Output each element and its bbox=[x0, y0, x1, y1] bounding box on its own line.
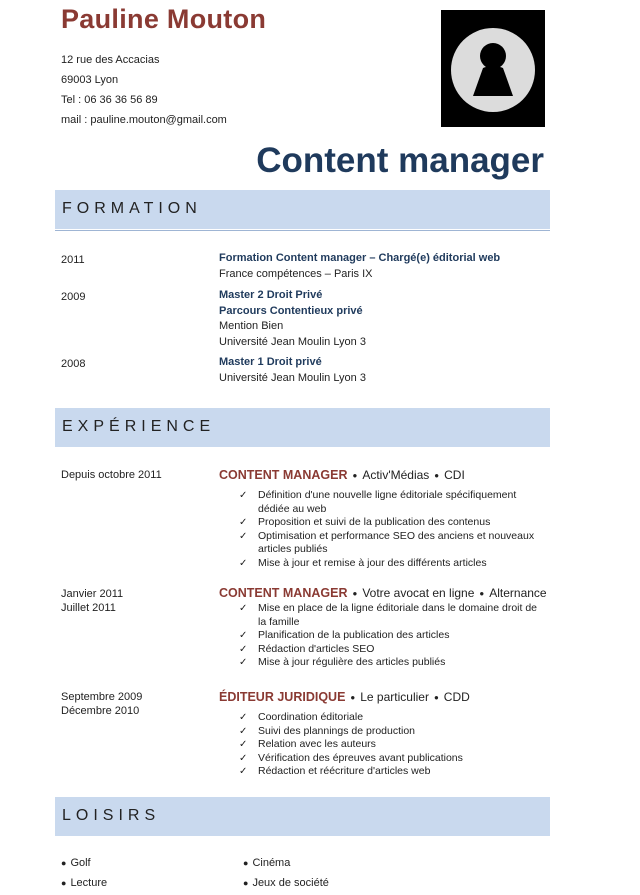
list-item: ✓ Optimisation et performance SEO des anciens et nouveaux articles publiés bbox=[239, 529, 535, 555]
bullet-icon: ● bbox=[433, 693, 439, 703]
bullet-icon: ● bbox=[350, 693, 356, 703]
check-icon: ✓ bbox=[239, 557, 248, 569]
hobby-item: ● Jeux de société bbox=[243, 877, 329, 889]
user-avatar-icon bbox=[441, 10, 545, 127]
formation-detail: France compétences – Paris IX bbox=[219, 267, 373, 280]
address-line-1: 12 rue des Accacias bbox=[61, 54, 160, 66]
role-title: CONTENT MANAGER bbox=[219, 468, 348, 482]
profile-photo bbox=[441, 10, 545, 127]
date-start: Janvier 2011 bbox=[61, 588, 124, 600]
bullet-icon: ● bbox=[61, 878, 67, 888]
experience-date bbox=[61, 468, 162, 482]
company: Le particulier bbox=[360, 690, 429, 704]
hobby-item: ● Golf bbox=[61, 857, 91, 869]
contract-type: Alternance bbox=[489, 586, 547, 600]
check-icon: ✓ bbox=[239, 752, 248, 764]
list-item: ✓ Définition d'une nouvelle ligne éditoriale spécifiquement dédiée au web bbox=[239, 489, 517, 515]
list-item: ✓ Coordination éditoriale bbox=[239, 711, 364, 723]
bullet-icon: ● bbox=[352, 589, 358, 599]
check-icon: ✓ bbox=[239, 643, 248, 655]
bullet-icon: ● bbox=[352, 471, 358, 481]
check-icon: ✓ bbox=[239, 490, 248, 501]
role-title: ÉDITEUR JURIDIQUE bbox=[219, 690, 346, 704]
list-item: ✓ Mise à jour régulière des articles publiés bbox=[239, 656, 446, 668]
hobby-item: ● Cinéma bbox=[243, 857, 291, 869]
job-title: Content manager bbox=[256, 141, 544, 180]
formation-title: Master 2 Droit Privé bbox=[219, 289, 323, 301]
date-end: Juillet 2011 bbox=[61, 602, 116, 614]
formation-title: Master 1 Droit privé bbox=[219, 356, 322, 368]
address-line-2: 69003 Lyon bbox=[61, 74, 119, 86]
role-title: CONTENT MANAGER bbox=[219, 586, 348, 600]
bullet-icon: ● bbox=[479, 589, 485, 599]
section-title: FORMATION bbox=[62, 200, 202, 217]
check-icon: ✓ bbox=[239, 530, 248, 542]
formation-date: 2009 bbox=[61, 291, 86, 303]
formation-date: 2011 bbox=[61, 254, 85, 266]
bullet-icon: ● bbox=[243, 878, 249, 888]
formation-detail: Mention Bien bbox=[219, 320, 284, 332]
task-list bbox=[235, 602, 540, 670]
experience-header bbox=[219, 468, 465, 482]
formation-title: Formation Content manager – Chargé(e) éditorial web bbox=[219, 252, 501, 264]
date-start: Depuis octobre 2011 bbox=[61, 469, 162, 481]
divider bbox=[55, 230, 550, 231]
date-end: Décembre 2010 bbox=[61, 705, 140, 717]
list-item: ✓ Rédaction et réécriture d'articles web bbox=[239, 765, 431, 777]
check-icon: ✓ bbox=[239, 657, 248, 668]
bullet-icon: ● bbox=[243, 858, 249, 868]
experience-date bbox=[61, 587, 123, 615]
check-icon: ✓ bbox=[239, 630, 248, 641]
formation-detail: Université Jean Moulin Lyon 3 bbox=[219, 335, 366, 348]
experience-header bbox=[219, 586, 547, 600]
section-formation bbox=[55, 190, 550, 229]
section-loisirs bbox=[55, 797, 550, 836]
list-item: ✓ Rédaction d'articles SEO bbox=[239, 642, 375, 655]
formation-detail: Université Jean Moulin Lyon 3 bbox=[219, 371, 366, 384]
task-list bbox=[235, 711, 540, 779]
contract-type: CDD bbox=[443, 690, 470, 704]
check-icon: ✓ bbox=[239, 603, 248, 614]
task-list bbox=[235, 489, 540, 570]
check-icon: ✓ bbox=[239, 739, 248, 750]
bullet-icon: ● bbox=[61, 858, 67, 868]
experience-header bbox=[219, 690, 470, 704]
list-item: ✓ Vérification des épreuves avant publications bbox=[239, 751, 463, 764]
check-icon: ✓ bbox=[239, 725, 248, 737]
experience-date bbox=[61, 690, 142, 718]
formation-title-2: Parcours Contentieux privé bbox=[219, 304, 363, 317]
list-item: ✓ Planification de la publication des articles bbox=[239, 629, 450, 641]
check-icon: ✓ bbox=[239, 517, 248, 528]
date-start: Septembre 2009 bbox=[61, 691, 143, 703]
formation-date: 2008 bbox=[61, 358, 86, 370]
check-icon: ✓ bbox=[239, 766, 248, 777]
list-item: ✓ Mise en place de la ligne éditoriale dans le domaine droit de la famille bbox=[239, 602, 538, 628]
list-item: ✓ Proposition et suivi de la publication des contenus bbox=[239, 516, 491, 528]
section-title: EXPÉRIENCE bbox=[62, 418, 216, 435]
section-title: LOISIRS bbox=[62, 807, 161, 824]
section-experience bbox=[55, 408, 550, 447]
contract-type: CDI bbox=[444, 468, 465, 482]
phone: Tel : 06 36 36 56 89 bbox=[61, 94, 158, 106]
list-item: ✓ Suivi des plannings de production bbox=[239, 724, 416, 737]
company: Votre avocat en ligne bbox=[362, 586, 475, 600]
candidate-name: Pauline Mouton bbox=[61, 4, 267, 34]
check-icon: ✓ bbox=[239, 712, 248, 723]
hobby-item: ● Lecture bbox=[61, 877, 108, 889]
formation-entry bbox=[219, 288, 366, 350]
formation-entry bbox=[219, 355, 366, 386]
email: mail : pauline.mouton@gmail.com bbox=[61, 114, 227, 126]
bullet-icon: ● bbox=[434, 471, 440, 481]
company: Activ'Médias bbox=[362, 468, 430, 482]
list-item: ✓ Relation avec les auteurs bbox=[239, 738, 376, 750]
list-item: ✓ Mise à jour et remise à jour des différents articles bbox=[239, 556, 487, 569]
formation-entry bbox=[219, 251, 500, 282]
